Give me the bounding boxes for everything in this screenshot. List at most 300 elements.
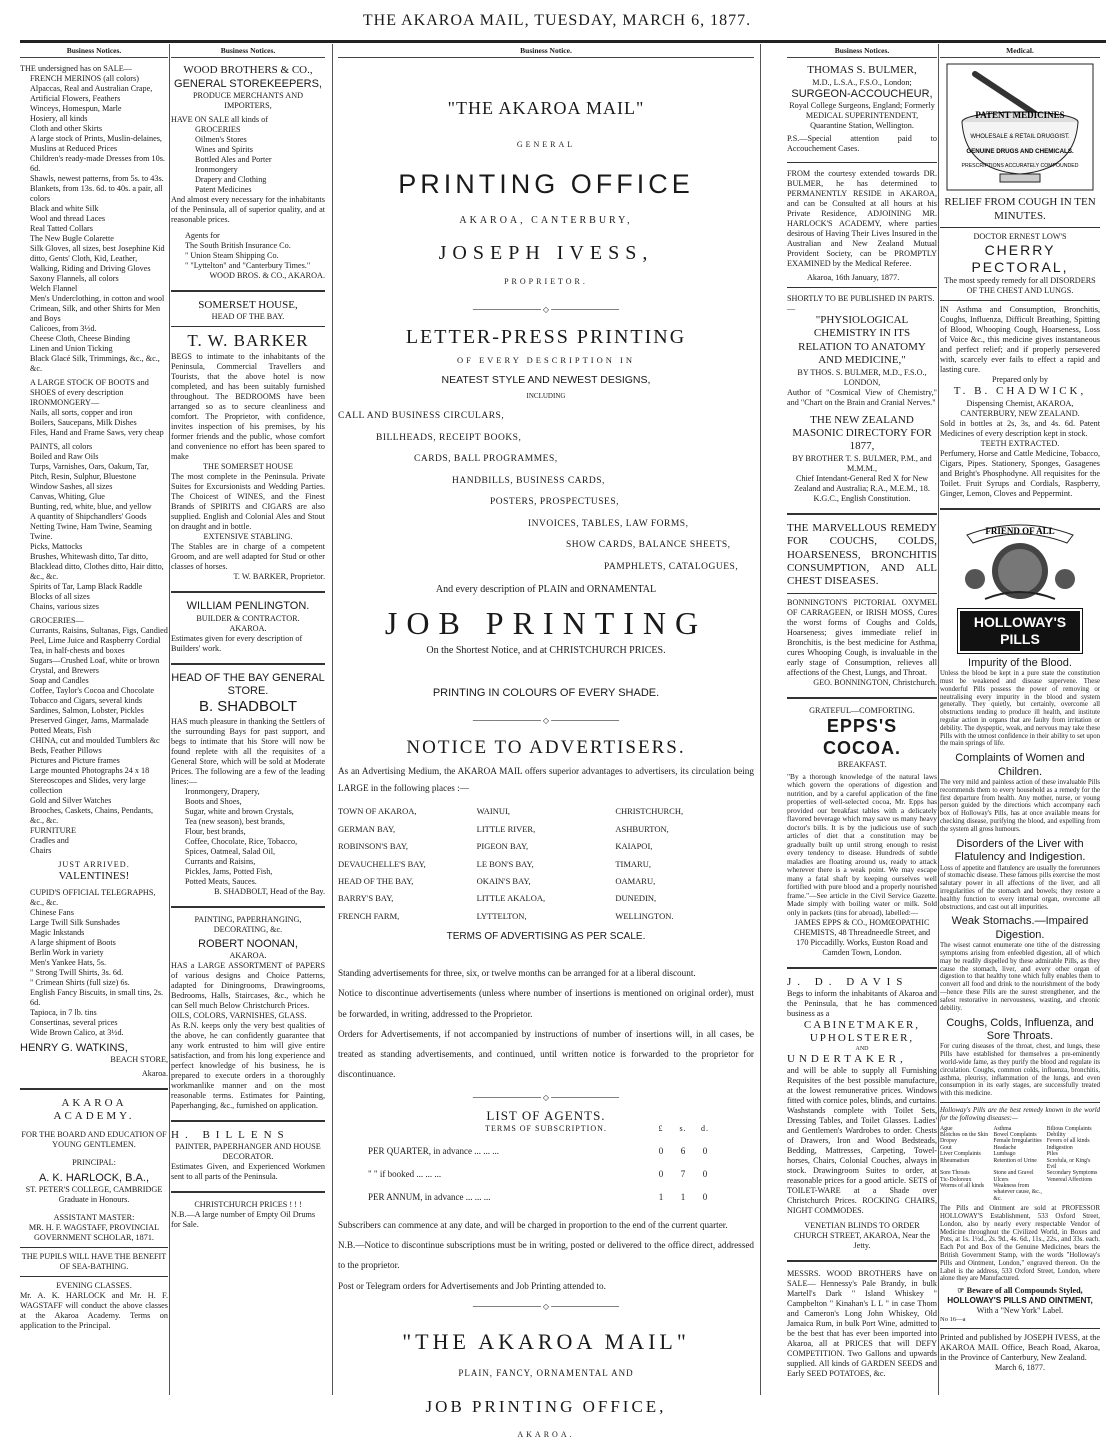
divider <box>20 1247 168 1248</box>
list-item: Netting Twine, Ham Twine, Seaming Twine. <box>30 522 152 542</box>
list-item: Beds, Feather Pillows <box>30 746 102 756</box>
list-item: Potted Meats, Sauces. <box>185 876 257 886</box>
coughs-text: For curing diseases of the throat, chest, and lungs, these Pills have established for themselves a pre-eminently world-wide fame, as they purify the blood and regulate its circulation. Coughs, common colds, influenza, bronchitis, asthma, pleurisy, inflammation of the lungs, and even consumption in its early stages, are successfully treated with this medicine. <box>940 1043 1100 1098</box>
town-item: HEAD OF THE BAY, <box>338 875 414 886</box>
list-item: Pickles, Jams, Potted Fish, <box>185 866 273 876</box>
rate-label: PER ANNUM, in advance ... ... ... <box>368 1191 491 1202</box>
disease-item: Headache <box>993 1144 1017 1151</box>
list-item: Tapioca, in 7 lb. tins <box>30 1007 97 1017</box>
list-item: Blankets, from 13s. 6d. to 40s. a pair, all colors <box>30 184 163 204</box>
rate-value: 0 <box>658 1145 664 1156</box>
service-item: BILLHEADS, RECEIPT BOOKS, <box>376 432 522 443</box>
shortest-notice: On the Shortest Notice, and at CHRISTCHURCH PRICES. <box>426 644 666 656</box>
watkins-list-4 <box>20 616 168 856</box>
rate-value: 0 <box>702 1191 708 1202</box>
complaints-text: The very mild and painless action of these invaluable Pills recommends them to every household as a remedy for the first departure from health. Any mother, nurse, or young person guided by the directions which accompany each box of Holloway's Pills, has at once available means for checking disease, purifying the blood, and expelling from the system all gross humours. <box>940 779 1100 833</box>
list-item: FURNITURE <box>30 826 76 836</box>
list-item: GROCERIES <box>195 124 241 134</box>
academy-ad <box>20 1095 168 1335</box>
list-item: Currants, Raisins, Sultanas, Figs, Candied Peel, Lime Juice and Raspberry Cordial <box>30 626 168 646</box>
mortar-banner: PATENT MEDICINES <box>975 110 1065 121</box>
column-header: Business Notices. <box>20 46 168 58</box>
disease-item: Lumbago <box>993 1151 1016 1158</box>
sub-2: N.B.—Notice to discontinue subscriptions must be in writing, posted or delivered to the office direct, addressed to the proprietor. <box>338 1240 754 1271</box>
ornament-rule: ──────────── ◇ ──────────── <box>472 716 620 726</box>
town-item: GERMAN BAY, <box>338 823 396 834</box>
barker-text-2: The most complete in the Peninsula. Private Suites for Excursionists and Wedding Parties. The Choicest of WINES, and the Finest Brands of SPIRITS and CIGARS are also supplied. English and Colonial Ales and Stout on draught and in bottle. <box>171 472 325 532</box>
town-item: KAIAPOI, <box>615 841 653 852</box>
disease-item: Blotches on the Skin <box>940 1132 989 1139</box>
list-item: A large stock of Prints, Muslin-delaines, Muslins at Reduced Prices <box>30 134 162 154</box>
chadwick-text: Sold in bottles at 2s, 3s, and 4s. 6d. Patent Medicines of every description kept in stock. <box>940 418 1100 438</box>
and-line: AND <box>855 1045 869 1052</box>
list-item: A LARGE STOCK OF BOOTS and SHOES of every description <box>30 378 149 398</box>
list-item: Gold and Silver Watches <box>30 796 112 806</box>
disease-item: Asthma <box>993 1125 1012 1132</box>
evening-text: Mr. A. K. HARLOCK and Mr. H. F. WAGSTAFF will conduct the above classes at the Akaroa Academy. Terms on application to the Principal. <box>20 1291 168 1331</box>
subscription-terms <box>338 1124 754 1134</box>
by-2: BY BROTHER T. S. BULMER, P.M., and M.M.M., <box>792 453 932 473</box>
list-item: Brooches, Caskets, Chains, Pendants, &c., &c. <box>30 806 154 826</box>
town-item: TOWN OF AKAROA, <box>338 806 417 817</box>
list-item: Pictures and Picture frames <box>30 756 120 766</box>
shadbolt-name: B. SHADBOLT <box>198 698 298 716</box>
letterpress-heading: LETTER-PRESS PRINTING <box>405 325 687 348</box>
divider <box>940 508 1100 510</box>
list-item: Chairs <box>30 846 52 856</box>
rate-value: 7 <box>680 1168 686 1179</box>
penlington-sub: BUILDER & CONTRACTOR. <box>196 613 300 623</box>
divider <box>787 967 937 969</box>
drums-ad <box>171 1198 325 1234</box>
surgeon-line: SURGEON-ACCOUCHEUR, <box>791 87 933 100</box>
weak-heading: Weak Stomachs.—Impaired Digestion. <box>951 915 1089 941</box>
list-item: A quantity of Shipchandlers' Goods <box>30 512 147 522</box>
disease-item: Sore Throats <box>940 1170 970 1177</box>
complaints-heading: Complaints of Women and Children. <box>955 752 1085 778</box>
epps-text: "By a thorough knowledge of the natural laws which govern the operations of digestion and nutrition, and by a careful application of the fine properties of well-selected cocoa, Mr. Epps has provided our breakfast tables with a delicately flavored beverage which may save us many heavy doctor's bills. It is by the judicious use of such articles of diet that a constitution may be gradually built up until strong enough to resist every tendency to disease. Hundreds of subtle maladies are floating around us, ready to attack wherever there is a weak point. We may escape many a fatal shaft by keeping ourselves well fortified with pure blood and a properly nourished frame."—See article in the Civil Service Gazette. Made simply with boiling water or milk. Sold only in packets (tins for abroad), labelled:— <box>787 771 937 917</box>
beware-line-3: With a "New York" Label. <box>976 1306 1064 1316</box>
footer-title: "THE AKAROA MAIL" <box>402 1329 690 1355</box>
wb-title: WOOD BROTHERS & CO., <box>183 64 313 77</box>
divider <box>787 513 937 515</box>
list-item: Soap and Candles <box>30 676 89 686</box>
top-rule <box>20 40 1106 43</box>
list-item: Large Twill Silk Sunshades <box>30 917 120 927</box>
town-item: ASHBURTON, <box>615 823 669 834</box>
office-place: AKAROA, CANTERBURY, <box>459 214 633 226</box>
list-item: Consertinas, several prices <box>30 1017 118 1027</box>
footer-sub: PLAIN, FANCY, ORNAMENTAL AND <box>458 1368 634 1379</box>
town-item: WAINUI, <box>476 806 510 817</box>
agents-heading: LIST OF AGENTS. <box>486 1108 606 1124</box>
town-item: OAMARU, <box>615 875 656 886</box>
assistant-label: ASSISTANT MASTER: <box>53 1213 135 1223</box>
disease-item: Bilious Complaints <box>1046 1125 1092 1132</box>
notice-heading: NOTICE TO ADVERTISERS. <box>406 737 686 759</box>
service-item: HANDBILLS, BUSINESS CARDS, <box>452 475 605 486</box>
terms-line: TERMS OF ADVERTISING AS PER SCALE. <box>446 930 646 942</box>
column-header: Business Notices. <box>171 46 325 58</box>
divider <box>787 697 937 699</box>
list-item: Turps, Varnishes, Oars, Oakum, Tar, Pitch, Resin, Sulphur, Bluestone <box>30 462 149 482</box>
watkins-intro: THE undersigned has on SALE— <box>20 64 132 74</box>
divider <box>171 591 325 593</box>
disease-item: Indigestion <box>1046 1144 1073 1151</box>
column-1 <box>20 46 168 1401</box>
disease-item: Scrofula, or King's Evil <box>1046 1157 1091 1170</box>
list-item: PAINTS, all colors <box>30 442 93 452</box>
divider <box>171 663 325 665</box>
shortly-line: SHORTLY TO BE PUBLISHED IN PARTS.— <box>787 293 935 313</box>
service-item: SHOW CARDS, BALANCE SHEETS, <box>566 540 731 551</box>
asthma-text: IN Asthma and Consumption, Bronchitis, Coughs, Influenza, Difficult Breathing, Spitting of Blood, Whooping Cough, Hoarseness, Loss of Voice &c., this medicine gives instantaneous and perfect relief; and if properly persevered with, scarcely ever fails to effect a rapid and lasting cure. <box>940 305 1100 375</box>
list-item: Linen and Union Ticking <box>30 344 113 354</box>
town-item: FRENCH FARM, <box>338 910 400 921</box>
watkins-list-5 <box>20 888 168 1038</box>
disease-item: Dropsy <box>940 1138 958 1145</box>
rates-table <box>338 1146 754 1203</box>
barker-text: BEGS to intimate to the inhabitants of the Peninsula, Commercial Travellers and Tourists, that the above hotel is now completed, and has been suitably furnished throughout. The BEDROOMS have been arranged so as to secure cleanliness and comfort. The Proprietor, with confidence, invites inspection of his premises, by his former friends and the public, whose comfort and convenience no effort has been spared to make <box>171 352 325 462</box>
column-header: Business Notice. <box>338 46 754 58</box>
prepared-line: Prepared only by <box>992 375 1048 385</box>
from-text: FROM the courtesy extended towards DR. BULMER, he has determined to PERMANENTLY RESIDE in AKAROA, and can be Consulted at all hours at his Private Residence, ADJOINING MR. HARLOCK'S ACADEMY, where parties desirous of Having Their Lives Insured in the Australian and New Zealand Mutual Provident Society, can be PROMPTLY EXAMINED by the Medical Referee. <box>787 168 937 268</box>
list-item: IRONMONGERY— <box>30 398 100 408</box>
barker-somerset: THE SOMERSET HOUSE <box>203 462 293 472</box>
bonnington-ad <box>787 520 937 692</box>
stabling-text: The Stables are in charge of a competent Groom, and are well adapted for Stud or other classes of horses. <box>171 542 325 572</box>
undertaker-line: UNDERTAKER, <box>787 1053 907 1066</box>
watkins-list-2 <box>20 378 168 438</box>
list-item: " "Lyttelton" and "Canterbury Times." <box>185 260 311 270</box>
list-item: Boots and Shoes, <box>185 796 242 806</box>
wb-sign: WOOD BROS. & CO., AKAROA. <box>209 270 325 280</box>
ornament-rule: ──────────── ◇ ──────────── <box>472 1301 620 1311</box>
billens-ad <box>171 1127 325 1186</box>
list-item: CHINA, cut and moulded Tumblers &c <box>30 736 160 746</box>
ornament-rule: ──────────── ◇ ──────────── <box>472 1092 620 1102</box>
speedy-line: The most speedy remedy for all DISORDERS OF THE CHEST AND LUNGS. <box>944 276 1096 296</box>
column-4 <box>787 46 937 1401</box>
list-item: Boiled and Raw Oils <box>30 452 99 462</box>
evening-classes: EVENING CLASSES. <box>56 1281 132 1291</box>
academy-sub: FOR THE BOARD AND EDUCATION OF YOUNG GENTLEMEN. <box>21 1129 167 1149</box>
list-item: Currants and Raisins, <box>185 856 256 866</box>
barker-name: T. W. BARKER <box>187 331 309 351</box>
disease-item: Gout <box>940 1144 952 1151</box>
bulmer-name: THOMAS S. BULMER, <box>807 64 917 77</box>
divider <box>787 1260 937 1262</box>
list-item: Coffee, Chocolate, Rice, Tobacco, <box>185 836 298 846</box>
list-item: Picks, Mattocks <box>30 542 83 552</box>
by-1: BY THOS. S. BULMER, M.D., F.S.O., LONDON, <box>797 367 927 387</box>
imprint: Printed and published by JOSEPH IVESS, at the AKAROA MAIL Office, Beach Road, Akaroa, in the Province of Canterbury, New Zealand. <box>940 1333 1100 1363</box>
list-item: Files, Hand and Frame Saws, very cheap <box>30 428 164 438</box>
divider <box>787 287 937 288</box>
list-item: Chains, various sizes <box>30 602 99 612</box>
friend-banner: FRIEND OF ALL <box>985 525 1055 536</box>
disease-item: Ulcers <box>993 1176 1009 1183</box>
service-item: POSTERS, PROSPECTUSES, <box>490 497 619 508</box>
watkins-name: HENRY G. WATKINS, <box>20 1041 128 1054</box>
somerset-house-ad <box>171 297 325 586</box>
breakfast-line: BREAKFAST. <box>837 759 887 769</box>
general-label: GENERAL <box>516 140 576 150</box>
list-item: Agents for <box>185 230 220 240</box>
billens-sub: PAINTER, PAPERHANGER AND HOUSE DECORATOR. <box>175 1142 321 1162</box>
list-item: English Fancy Biscuits, in small tins, 2s. 6d. <box>30 987 164 1007</box>
column-rule <box>332 44 333 1395</box>
bulmer-ad <box>787 62 937 158</box>
davis-name: J. D. DAVIS <box>787 975 909 988</box>
noonan-text: HAS a LARGE ASSORTMENT of PAPERS of various designs and Choice Patterns, adapted for Diningrooms, Drawingrooms, Bedrooms, Halls, Staircases, &c., which he can Sell much Below Christchurch Prices. <box>171 961 325 1011</box>
list-item: Nails, all sorts, copper and iron <box>30 408 133 418</box>
wb-sub2: PRODUCE MERCHANTS AND IMPORTERS, <box>192 90 304 110</box>
date-1: Akaroa, 16th January, 1877. <box>807 272 900 282</box>
list-item: Coffee, Taylor's Cocoa and Chocolate <box>30 686 155 696</box>
disease-item: Weakness from whatever cause, &c., &c. <box>993 1183 1042 1202</box>
list-item: Large mounted Photographs 24 x 18 <box>30 766 150 776</box>
epps-title: EPPS'S COCOA. <box>823 715 901 758</box>
town-item: LITTLE RIVER, <box>476 823 536 834</box>
sub-terms-label: TERMS OF SUBSCRIPTION. <box>485 1124 607 1134</box>
disease-item: Stone and Gravel <box>993 1170 1034 1177</box>
list-item: Welch Flannel <box>30 284 78 294</box>
disease-item: Worms of all kinds <box>940 1183 985 1190</box>
masthead: THE AKAROA MAIL, TUESDAY, MARCH 6, 1877. <box>362 12 752 29</box>
epps-sign: JAMES EPPS & CO., HOMŒOPATHIC CHEMISTS, 48 Threadneedle Street, and 170 Piccadilly. Works, Euston Road and Camden Town, London. <box>793 917 931 957</box>
davis-text: Begs to inform the inhabitants of Akaroa and the Peninsula, that he has commenced business as a <box>787 988 937 1018</box>
penlington-location: AKAROA. <box>229 623 267 633</box>
sh-sub: HEAD OF THE BAY. <box>211 312 285 322</box>
disease-item: Tic-Doloreux <box>940 1176 972 1183</box>
stabling-title: EXTENSIVE STABLING. <box>203 532 293 542</box>
cherry-title: CHERRY PECTORAL, <box>971 241 1069 276</box>
service-item: CALL AND BUSINESS CIRCULARS, <box>338 410 505 421</box>
cabinet-line: CABINETMAKER, UPHOLSTERER, <box>803 1018 921 1045</box>
bulmer-degrees: M.D., L.S.A., F.S.O., London; <box>812 77 912 87</box>
list-item: Brushes, Whitewash ditto, Tar ditto, Blacklead ditto, Clothes ditto, Hair ditto, &c., &c. <box>30 552 164 582</box>
wb-intro: HAVE ON SALE all kinds of <box>171 114 268 124</box>
every-description: OF EVERY DESCRIPTION IN <box>456 355 635 366</box>
town-item: LE BON'S BAY, <box>476 858 534 869</box>
wood-brothers-ad <box>171 62 325 285</box>
column-rule <box>938 44 939 1395</box>
list-item: Alpaccas, Real and Australian Crape, Artificial Flowers, Feathers <box>30 84 153 104</box>
coughs-heading: Coughs, Colds, Influenza, and Sore Throats. <box>946 1016 1094 1042</box>
list-item: Spices, Oatmeal, Salad Oil, <box>185 846 276 856</box>
column-5 <box>940 46 1100 1401</box>
list-item: Children's ready-made Dresses from 10s. 6d. <box>30 154 165 174</box>
rate-value: 6 <box>680 1145 686 1156</box>
mortar-genuine: GENUINE DRUGS AND CHEMICALS. <box>966 148 1074 156</box>
list-item: Drapery and Clothing <box>195 174 267 184</box>
list-item: Bottled Ales and Porter <box>195 154 272 164</box>
list-item: Flour, best brands, <box>185 826 246 836</box>
divider <box>787 593 937 594</box>
service-item: CARDS, BALL PROGRAMMES, <box>414 454 558 465</box>
town-item: LYTTELTON, <box>476 910 527 921</box>
list-item: Sugar, white and brown Crystals, <box>185 806 294 816</box>
noonan-name: ROBERT NOONAN, <box>198 937 298 950</box>
column-rule <box>760 44 761 1395</box>
disease-item: Female Irregularities <box>993 1138 1042 1145</box>
column-2 <box>171 46 325 1401</box>
list-item: Chinese Fans <box>30 907 74 917</box>
list-item: Magic Inkstands <box>30 927 85 937</box>
list-item: Calicoes, from 3½d. <box>30 324 97 334</box>
church-line: CHURCH STREET, AKAROA, Near the Jetty. <box>793 1231 931 1251</box>
list-item: Spirits of Tar, Lamp Black Raddle <box>30 582 143 592</box>
list-item: Ironmongery <box>195 164 238 174</box>
list-item: Boilers, Saucepans, Milk Dishes <box>30 418 137 428</box>
divider <box>940 1328 1100 1329</box>
divider <box>940 300 1100 301</box>
town-item: WELLINGTON. <box>615 910 674 921</box>
town-item: BARRY'S BAY, <box>338 893 394 904</box>
author-line: Author of "Cosmical View of Chemistry," and "Chart on the Brain and Cranial Nerves." <box>787 387 937 407</box>
diseases-table <box>940 1126 1100 1203</box>
divider <box>20 1088 168 1090</box>
chief-line: Chief Intendant-General Red X for New Zealand and Australia; R.A., M.E.M., 18. K.G.C., English Constitution. <box>794 473 930 503</box>
davis-text-2: and will be able to supply all Furnishing Requisites of the best possible manufacture, at the lowest remunerative prices. Windows fitted with cornice poles, blinds, and curtains. Washstands complete with Toilet Sets, Dressing Tables, and Toilet Glasses. Ladies' and Gentlemen's Wardrobes to order. Chests of Drawers, Iron and Wood Bedsteads, Bedding, Mattresses, Carpeting, Towel-horses, Chairs, Colonial Couches, always in stock. Drawingroom Suites to order, at reasonable prices for a good article. SETS of TOILET-WARE at a Shade over Christchurch Prices. ROCKING CHAIRS, NIGHT COMMODES. <box>787 1066 937 1216</box>
list-item: Window Sashes, all sizes <box>30 482 113 492</box>
list-item: Tea, in half-chests and boxes <box>30 646 125 656</box>
colours-line: PRINTING IN COLOURS OF EVERY SHADE. <box>432 686 660 699</box>
town-item: DUNEDIN, <box>615 893 657 904</box>
epps-ad <box>787 704 937 962</box>
noonan-text-2: As R.N. keeps only the very best qualities of the above, he can confidently guarantee that any work entrusted to him will give entire satisfaction, and from his long experience and perfect knowledge of his business, he is prepared to execute orders in a thoroughly workmanlike manner and on the most reasonable terms. Estimates for Painting, Paperhanging, &c., furnished on application. <box>171 1021 325 1111</box>
printing-office-heading: PRINTING OFFICE <box>398 168 694 199</box>
list-item: Sugars—Crushed Loaf, white or brown Crystal, and Brewers <box>30 656 160 676</box>
pupils-note: THE PUPILS WILL HAVE THE BENEFIT OF SEA-BATHING. <box>21 1252 167 1272</box>
towns-list <box>338 806 754 921</box>
wood-spirits-ad: MESSRS. WOOD BROTHERS have on SALE— Hennessy's Pale Brandy, in bulk Martell's Dark " Island Whiskey " Campbelton " Kinahan's L L " in case Thom and Cameron's Long John Whiskey, Old Jamaica Rum, in bulk Port Wine, admitted to be the best that has ever been imported into Akaroa, all at PRICES that will DEFY COMPETITION. Two Gallons and upwards supplied. All kinds of GARDEN SEEDS and Early SEED POTATOES, &c. <box>787 1269 937 1379</box>
list-item: Stereoscopes and Slides, very large collection <box>30 776 146 796</box>
chadwick-sub: Dispensing Chemist, AKAROA, CANTERBURY, NEW ZEALAND. <box>960 398 1080 418</box>
relief-line: RELIEF FROM COUGH IN TEN MINUTES. <box>944 196 1096 222</box>
rate-value: 0 <box>658 1168 664 1179</box>
list-item: Berlin Work in variety <box>30 947 104 957</box>
list-item: Men's Underclothing, in cotton and wool <box>30 294 165 304</box>
rate-row <box>338 1146 754 1157</box>
list-item: Silk Gloves, all sizes, best Josephine Kid ditto, Gents' Cloth, Kid, Leather, Walking, Riding and Driving Gloves <box>30 244 165 274</box>
column-header: Business Notices. <box>787 46 937 58</box>
rate-value: 0 <box>702 1168 708 1179</box>
ornament-rule: ──────────── ◇ ──────────── <box>472 305 620 315</box>
footer-job: JOB PRINTING OFFICE, <box>425 1397 667 1417</box>
list-item: FRENCH MERINOS (all colors) <box>30 74 139 84</box>
list-item: Men's Yankee Hats, 5s. <box>30 957 107 967</box>
services-list <box>338 411 754 574</box>
town-item: LITTLE AKALOA, <box>476 893 546 904</box>
currency-header: d. <box>701 1124 709 1134</box>
town-item: TIMARU, <box>615 858 651 869</box>
divider <box>940 227 1100 228</box>
bulmer-ps: P.S.—Special attention paid to Accouchement Cases. <box>787 133 937 153</box>
divider <box>940 1102 1100 1103</box>
divider <box>171 290 325 292</box>
wb-items <box>171 125 325 195</box>
penlington-text: Estimates given for every description of Builders' work. <box>171 633 303 653</box>
davis-ad <box>787 974 937 1256</box>
list-item: Preserved Ginger, Jams, Marmalade <box>30 716 149 726</box>
principal-college: ST. PETER'S COLLEGE, CAMBRIDGE Graduate in Honours. <box>25 1185 163 1205</box>
rate-label: PER QUARTER, in advance ... ... ... <box>368 1145 499 1156</box>
shadbolt-ad <box>171 670 325 901</box>
friend-of-all-engraving-icon <box>955 515 1085 607</box>
principal-name: A. K. HARLOCK, B.A., <box>38 1171 150 1184</box>
service-item: INVOICES, TABLES, LAW FORMS, <box>528 518 689 529</box>
divider <box>171 1191 325 1193</box>
neatest-style: NEATEST STYLE AND NEWEST DESIGNS, <box>441 373 651 386</box>
weak-text: The wisest cannot enumerate one tithe of the distressing symptoms arising from enfeebled digestion, all of which may be readily dispelled by these admirable Pills, as they cause the stomach, liver, and every other organ of digestion to that healthy tone which fully enables them to convert all food and drink to the nourishment of the body—hence these Pills are the surest strengthener, and the safest restorative in nervousness, wasting, and chronic debility. <box>940 942 1100 1012</box>
beware-line: ☞ Beware of all Compounds Styled, <box>957 1286 1083 1296</box>
sub-1: Subscribers can commence at any date, and will be charged in proportion to the end of the current quarter. <box>338 1219 728 1230</box>
list-item: Canvas, Whiting, Glue <box>30 492 105 502</box>
valentines: VALENTINES! <box>58 870 130 883</box>
teeth-line: TEETH EXTRACTED. <box>980 438 1060 448</box>
wb-sub1: GENERAL STOREKEEPERS, <box>174 77 322 90</box>
hotb-title: HEAD OF THE BAY GENERAL STORE. <box>171 671 325 697</box>
divider <box>171 326 325 327</box>
rate-row <box>338 1169 754 1180</box>
beware-line-2: HOLLOWAY'S PILLS AND OINTMENT, <box>947 1296 1093 1306</box>
watkins-store: BEACH STORE, <box>110 1054 168 1064</box>
shadbolt-text: HAS much pleasure in thanking the Settlers of the surrounding Bays for past support, and begs to intimate that his Store will now be found replete with all the requisites of a General Store, which will be sold at Moderate Prices. The following are a few of the leading lines:— <box>171 716 325 786</box>
mortar-and-pestle-icon <box>945 62 1095 192</box>
disease-item: Venereal Affections <box>1046 1176 1093 1183</box>
proprietor-label: PROPRIETOR. <box>504 277 588 287</box>
impurity-heading: Impurity of the Blood. <box>968 656 1072 669</box>
town-item: ROBINSON'S BAY, <box>338 841 409 852</box>
disease-item: Ague <box>940 1125 953 1132</box>
ad-number: No 16—a <box>940 1316 966 1324</box>
list-item: Shawls, newest patterns, from 5s. to 43s. <box>30 174 164 184</box>
proprietor-name: JOSEPH IVESS, <box>438 241 654 264</box>
rate-value: 1 <box>680 1191 686 1202</box>
divider <box>171 906 325 908</box>
town-item: OKAIN'S BAY, <box>476 875 531 886</box>
disease-item: Secondary Symptoms <box>1046 1170 1098 1177</box>
list-item: CUPID'S OFFICIAL TELEGRAPHS, &c., &c. <box>30 887 156 907</box>
rate-value: 0 <box>702 1145 708 1156</box>
cherry-pectoral-ad <box>940 194 1100 502</box>
noonan-location: AKAROA. <box>229 951 267 961</box>
notice-text: As an Advertising Medium, the AKAROA MAIL offers superior advantages to advertisers, its circulation being LARGE in the following places :— <box>338 766 754 793</box>
rate-row <box>338 1192 754 1203</box>
list-item: Wide Brown Calico, at 3½d. <box>30 1027 124 1037</box>
noonan-oils: OILS, COLORS, VARNISHES, GLASS. <box>171 1011 307 1021</box>
currency-headers <box>650 1124 716 1134</box>
column-header: Medical. <box>940 46 1100 58</box>
bonnington-sign: GEO. BONNINGTON, Christchurch. <box>813 677 937 687</box>
assistant-name: MR. H. F. WAGSTAFF, PROVINCIAL GOVERNMENT SCHOLAR, 1871. <box>28 1223 160 1243</box>
list-item: Tobacco and Cigars, several kinds <box>30 696 142 706</box>
list-item: Potted Meats, Fish <box>30 726 92 736</box>
and-every: And every description of PLAIN and ORNAMENTAL <box>435 583 657 595</box>
list-item: Tea (new season), best brands, <box>185 816 285 826</box>
disease-item: Rheumatism <box>940 1157 970 1164</box>
including-label: INCLUDING <box>526 392 566 401</box>
liver-text: Loss of appetite and flatulency are usually the forerunners of stomachic disease. These famous pills exercise the most salutary power in all affections of the liver, and all irregularities of the stomach and bowels; they restore a healthy function to every internal organ, overcome all obstructions, and cast out all impurities. <box>940 864 1100 911</box>
masonic-title: THE NEW ZEALAND MASONIC DIRECTORY FOR 1877, <box>792 413 932 453</box>
penlington-name: WILLIAM PENLINGTON. <box>186 600 310 613</box>
chadwick-text-2: Perfumery, Horse and Cattle Medicine, Tobacco, Cigars, Pipes. Stationery, Sponges, Gasagenes and Bright's Phosphodyne. All requisites for the Toilet. Fruit Syrups and Cordials, Raspberry, Ginger, Lemon, Cloves and Peppermint. <box>940 448 1100 498</box>
watkins-ad <box>20 62 168 1083</box>
list-item: Patent Medicines <box>195 184 252 194</box>
drums-text: N.B.—A large number of Empty Oil Drums for Sale. <box>171 1210 316 1230</box>
